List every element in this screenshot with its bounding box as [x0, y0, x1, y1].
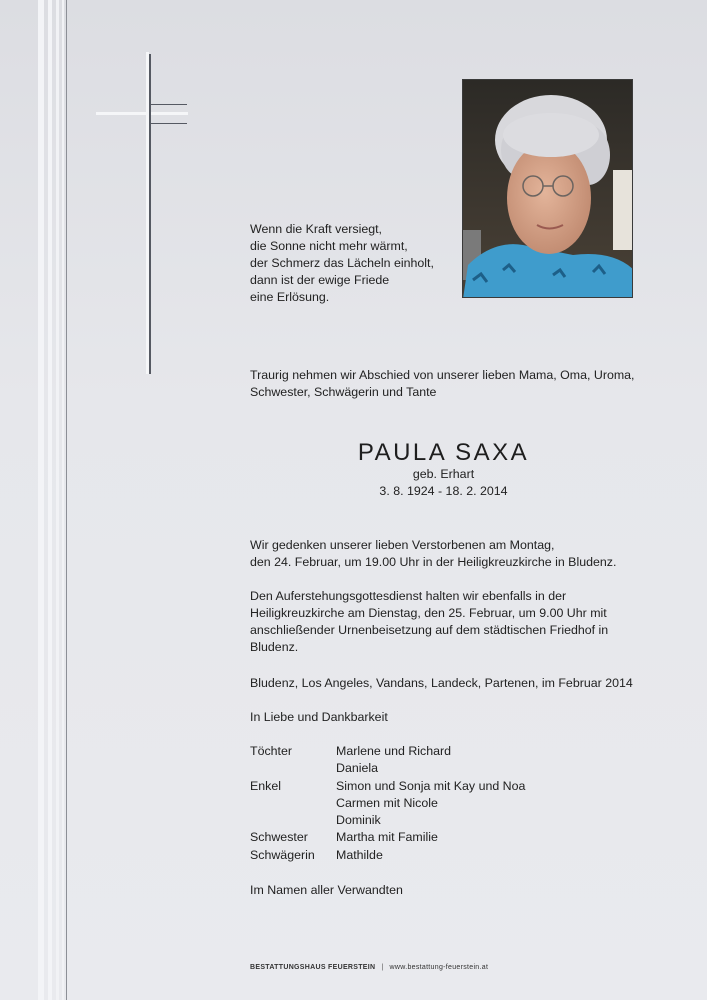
poem-line: die Sonne nicht mehr wärmt,	[250, 239, 408, 253]
memorial-paragraph	[250, 537, 616, 571]
family-list	[250, 743, 525, 864]
intro-line: Traurig nehmen wir Abschied von unserer lieben Mama, Oma, Uroma,	[250, 368, 635, 382]
decorative-stripe	[62, 0, 64, 1000]
resurrection-line: Heiligkreuzkirche am Dienstag, den 25. Februar, um 9.00 Uhr mit	[250, 606, 607, 620]
poem-line: der Schmerz das Lächeln einholt,	[250, 256, 434, 270]
family-row	[250, 795, 525, 812]
family-names: Simon und Sonja mit Kay und Noa	[336, 778, 526, 793]
footer-brand: BESTATTUNGSHAUS FEUERSTEIN	[250, 964, 376, 971]
family-relation	[250, 760, 336, 777]
places-line: Bludenz, Los Angeles, Vandans, Landeck, Partenen, im Februar 2014	[250, 676, 633, 690]
intro-line: Schwester, Schwägerin und Tante	[250, 385, 437, 399]
footer-website-link[interactable]: www.bestattung-feuerstein.at	[389, 964, 489, 971]
birth-name: geb. Erhart	[412, 467, 475, 481]
closing-love: In Liebe und Dankbarkeit	[250, 710, 388, 724]
deceased-name: PAULA SAXA	[357, 439, 530, 466]
cross-icon	[92, 52, 192, 377]
family-row	[250, 743, 525, 760]
life-dates: 3. 8. 1924 - 18. 2. 2014	[379, 484, 508, 498]
poem-line: eine Erlösung.	[250, 290, 330, 304]
resurrection-line: Bludenz.	[250, 640, 299, 654]
family-names: Dominik	[336, 813, 381, 828]
footer	[250, 964, 488, 971]
family-names: Marlene und Richard	[336, 744, 452, 758]
family-relation: Schwägerin	[250, 847, 315, 862]
poem	[250, 221, 434, 306]
family-row	[250, 812, 525, 829]
decorative-stripe	[38, 0, 44, 1000]
memorial-line: Wir gedenken unserer lieben Verstorbenen am Montag,	[250, 538, 555, 552]
closing-family: Im Namen aller Verwandten	[250, 883, 403, 897]
intro-text	[250, 367, 635, 401]
family-relation	[250, 812, 336, 829]
family-names: Martha mit Familie	[336, 830, 438, 845]
footer-separator: |	[381, 964, 384, 971]
poem-line: Wenn die Kraft versiegt,	[250, 222, 383, 236]
family-names: Daniela	[336, 761, 379, 776]
poem-line: dann ist der ewige Friede	[250, 273, 390, 287]
family-names: Mathilde	[336, 847, 383, 862]
family-row	[250, 829, 525, 846]
family-names: Carmen mit Nicole	[336, 795, 438, 810]
family-row	[250, 760, 525, 777]
family-row	[250, 847, 525, 864]
resurrection-line: Den Auferstehungsgottesdienst halten wir ebenfalls in der	[250, 589, 567, 603]
family-relation: Schwester	[250, 830, 308, 845]
resurrection-line: anschließender Urnenbeisetzung auf dem städtischen Friedhof in	[250, 623, 609, 637]
resurrection-paragraph	[250, 588, 608, 656]
decorative-stripe-line	[66, 0, 67, 1000]
memorial-line: den 24. Februar, um 19.00 Uhr in der Heiligkreuzkirche in Bludenz.	[250, 555, 617, 569]
family-relation	[250, 795, 336, 812]
decorative-stripe	[56, 0, 59, 1000]
family-relation: Töchter	[250, 744, 293, 758]
family-row	[250, 778, 525, 795]
portrait-photo	[462, 79, 633, 298]
decorative-stripe	[48, 0, 52, 1000]
family-relation: Enkel	[250, 778, 281, 793]
